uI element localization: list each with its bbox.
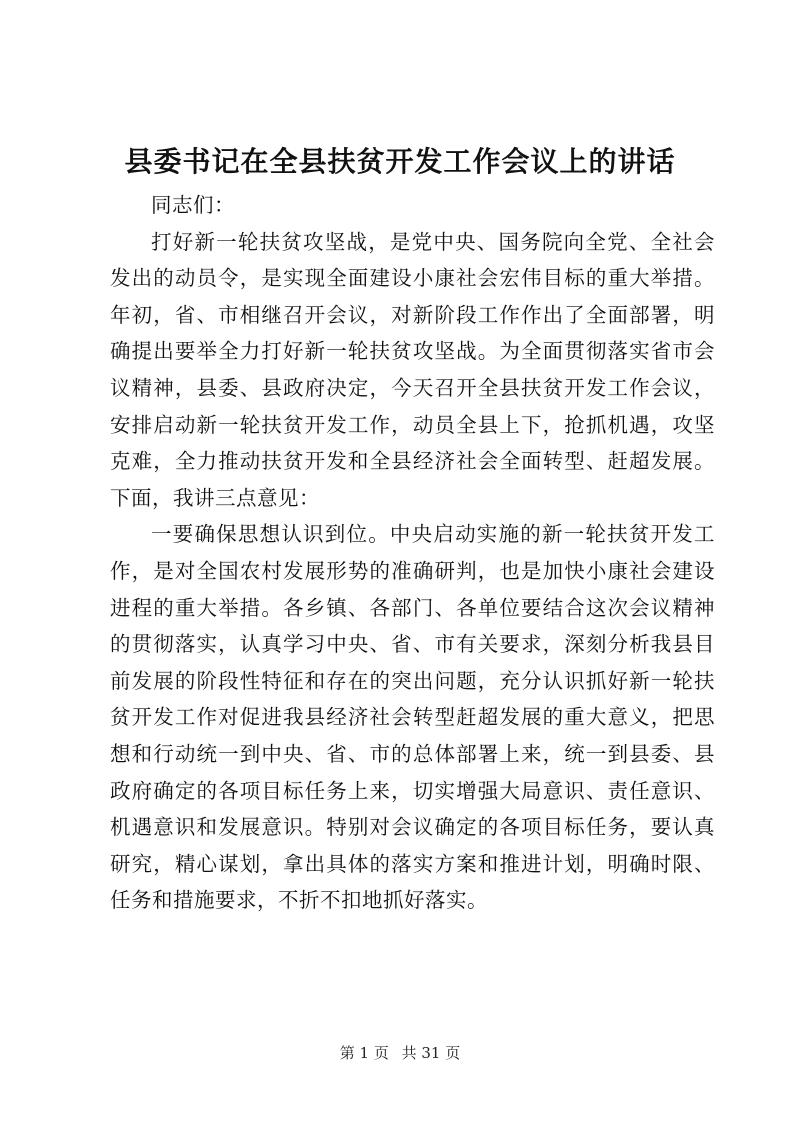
paragraph-point-one: 一要确保思想认识到位。中央启动实施的新一轮扶贫开发工作，是对全国农村发展形势的准确研判，也是加快小康社会建设进程的重大举措。各乡镇、各部门、各单位要结合这次会议精神的贯彻落实，认真学习中央、省、市有关要求，深刻分析我县目前发展的阶段性特征和存在的突出问题，充分认识抓好新一轮扶贫开发工作对促进我县经济社会转型赶超发展的重大意义，把思想和行动统一到中央、省、市的总体部署上来，统一到县委、县政府确定的各项目标任务上来，切实增强大局意识、责任意识、机遇意识和发展意识。特别对会议确定的各项目标任务，要认真研究，精心谋划，拿出具体的落实方案和推进计划，明确时限、任务和措施要求，不折不扣地抓好落实。 xyxy=(110,522,715,913)
page-total: 共 31 页 xyxy=(401,1044,461,1062)
paragraph-intro: 打好新一轮扶贫攻坚战，是党中央、国务院向全党、全社会发出的动员令，是实现全面建设小康社会宏伟目标的重大举措。年初，省、市相继召开会议，对新阶段工作作出了全面部署，明确提出要举全力打好新一轮扶贫攻坚战。为全面贯彻落实省市会议精神，县委、县政府决定，今天召开全县扶贫开发工作会议，安排启动新一轮扶贫开发工作，动员全县上下，抢抓机遇，攻坚克难，全力推动扶贫开发和全县经济社会全面转型、赶超发展。下面，我讲三点意见： xyxy=(110,229,715,510)
document-title: 县委书记在全县扶贫开发工作会议上的讲话 xyxy=(124,145,676,178)
page-number: 第 1 页 xyxy=(339,1044,389,1062)
document-body xyxy=(110,187,715,919)
page-footer xyxy=(0,1042,800,1064)
greeting: 同志们： xyxy=(151,193,235,217)
